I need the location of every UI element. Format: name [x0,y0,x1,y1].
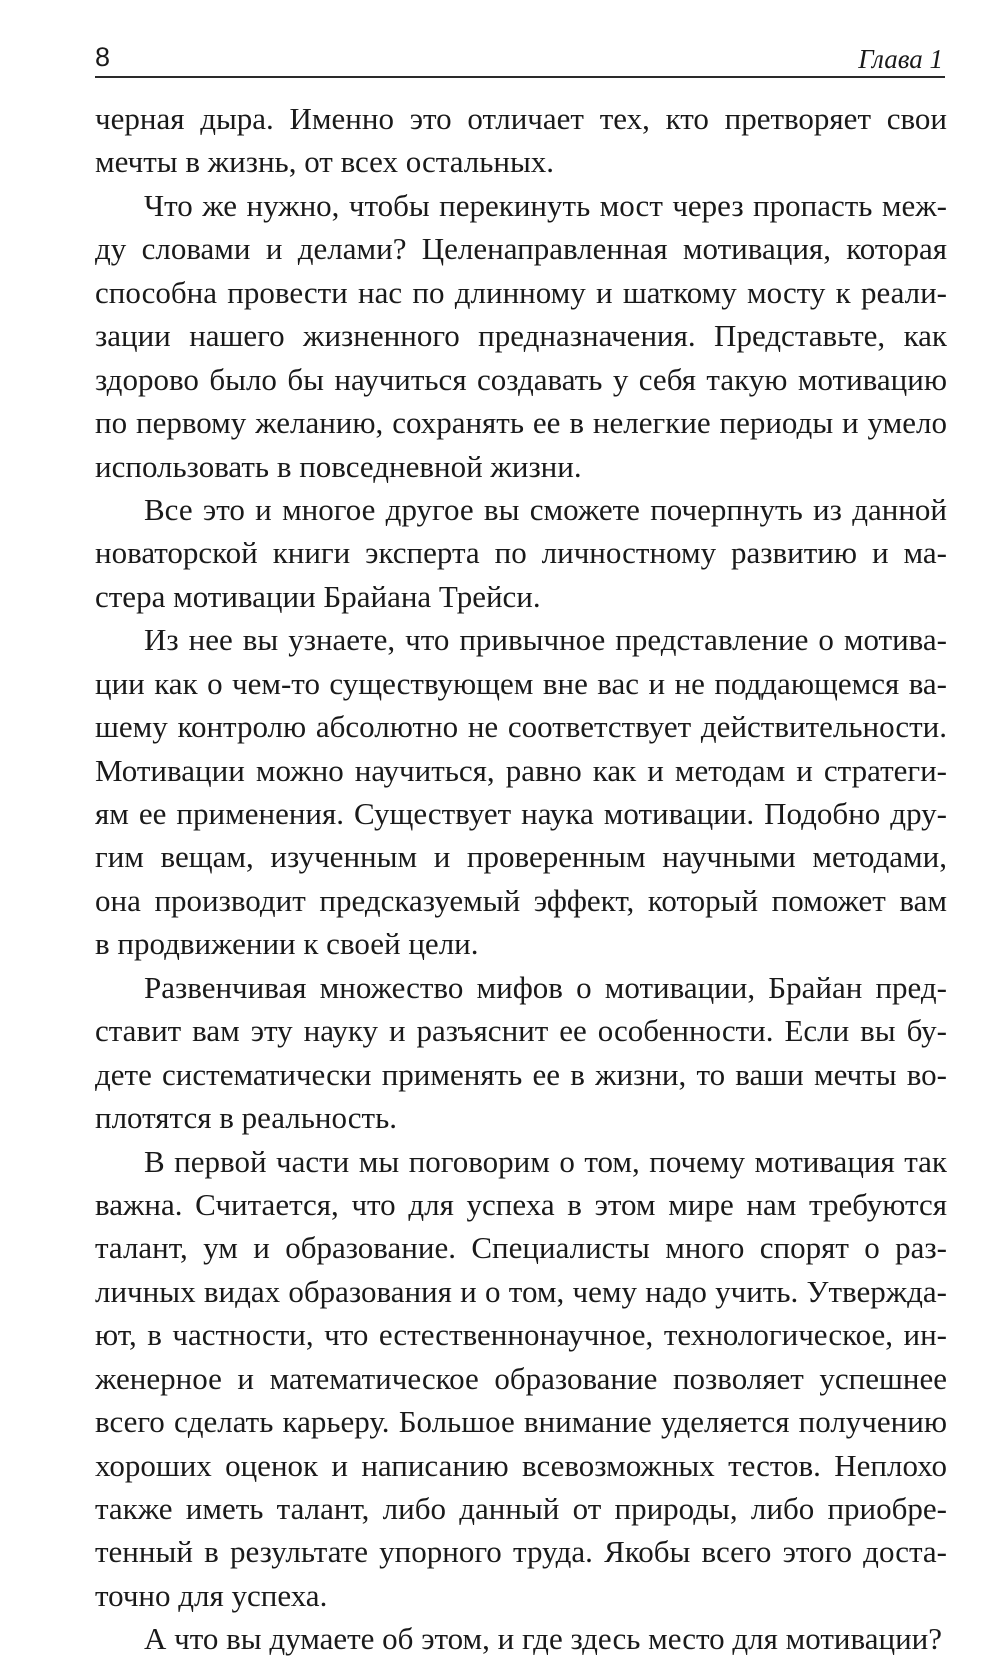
text-line: гим вещам, изученным и проверенным научными методами, [95,839,947,875]
text-line: мечты в жизнь, от всех остальных. [95,144,555,180]
text-line: важна. Считается, что для успеха в этом мире нам требуются [95,1186,947,1222]
text-line: хороших оценок и написанию всевозможных тестов. Неплохо [95,1447,947,1483]
text-line: тенный в результате упорного труда. Якобы всего этого доста- [95,1534,947,1570]
chapter-running-head: Глава 1 [858,44,943,74]
text-line: новаторской книги эксперта по личностному развитию и ма- [95,535,947,571]
text-line: ду словами и делами? Целенаправленная мотивация, которая [95,231,947,267]
text-line: зации нашего жизненного предназначения. Представьте, как [95,318,947,354]
text-line: Развенчивая множество мифов о мотивации, Брайан пред- [144,969,947,1005]
body-text [95,97,947,1661]
text-line: Все это и многое другое вы сможете почерпнуть из данной [144,491,947,527]
text-line: использовать в повседневной жизни. [95,448,582,484]
text-line: ям ее применения. Существует наука мотивации. Подобно дру- [95,796,947,831]
page-number: 8 [95,42,111,72]
text-line: ставит вам эту науку и разъяснит ее особенности. Если вы бу- [95,1013,947,1049]
text-line: талант, ум и образование. Специалисты много спорят о раз- [95,1230,947,1266]
text-line: всего сделать карьеру. Большое внимание уделяется получению [95,1404,947,1440]
text-line: личных видах образования и о том, чему надо учить. Утвержда- [95,1273,947,1309]
text-line: в продвижении к своей цели. [95,926,479,962]
text-line: она производит предсказуемый эффект, который поможет вам [95,882,947,918]
text-line: по первому желанию, сохранять ее в нелегкие периоды и умело [95,405,947,441]
text-line: А что вы думаете об этом, и где здесь место для мотивации? [144,1621,943,1657]
text-line: Что же нужно, чтобы перекинуть мост через пропасть меж- [144,187,947,223]
text-line: шему контролю абсолютно не соответствует действительности. [95,709,947,745]
text-line: ют, в частности, что естественнонаучное, технологическое, ин- [95,1317,947,1353]
text-line: плотятся в реальность. [95,1100,397,1136]
text-line: Мотивации можно научиться, равно как и методам и стратеги- [95,752,947,788]
text-line: дете систематически применять ее в жизни, то ваши мечты во- [95,1056,947,1092]
page-header [95,40,945,78]
text-line: черная дыра. Именно это отличает тех, кто претворяет свои [95,101,947,136]
text-line: Из нее вы узнаете, что привычное представление о мотива- [144,622,947,658]
text-line: В первой части мы поговорим о том, почему мотивация так [144,1143,947,1179]
text-line: способна провести нас по длинному и шаткому мосту к реали- [95,274,947,310]
text-line: стера мотивации Брайана Трейси. [95,578,541,614]
text-line: также иметь талант, либо данный от природы, либо приобре- [95,1491,947,1526]
text-line: точно для успеха. [95,1577,328,1613]
text-line: здорово было бы научиться создавать у себя такую мотивацию [95,361,947,397]
text-line: ции как о чем-то существующем вне вас и не поддающемся ва- [95,665,947,701]
text-line: женерное и математическое образование позволяет успешнее [95,1360,947,1396]
